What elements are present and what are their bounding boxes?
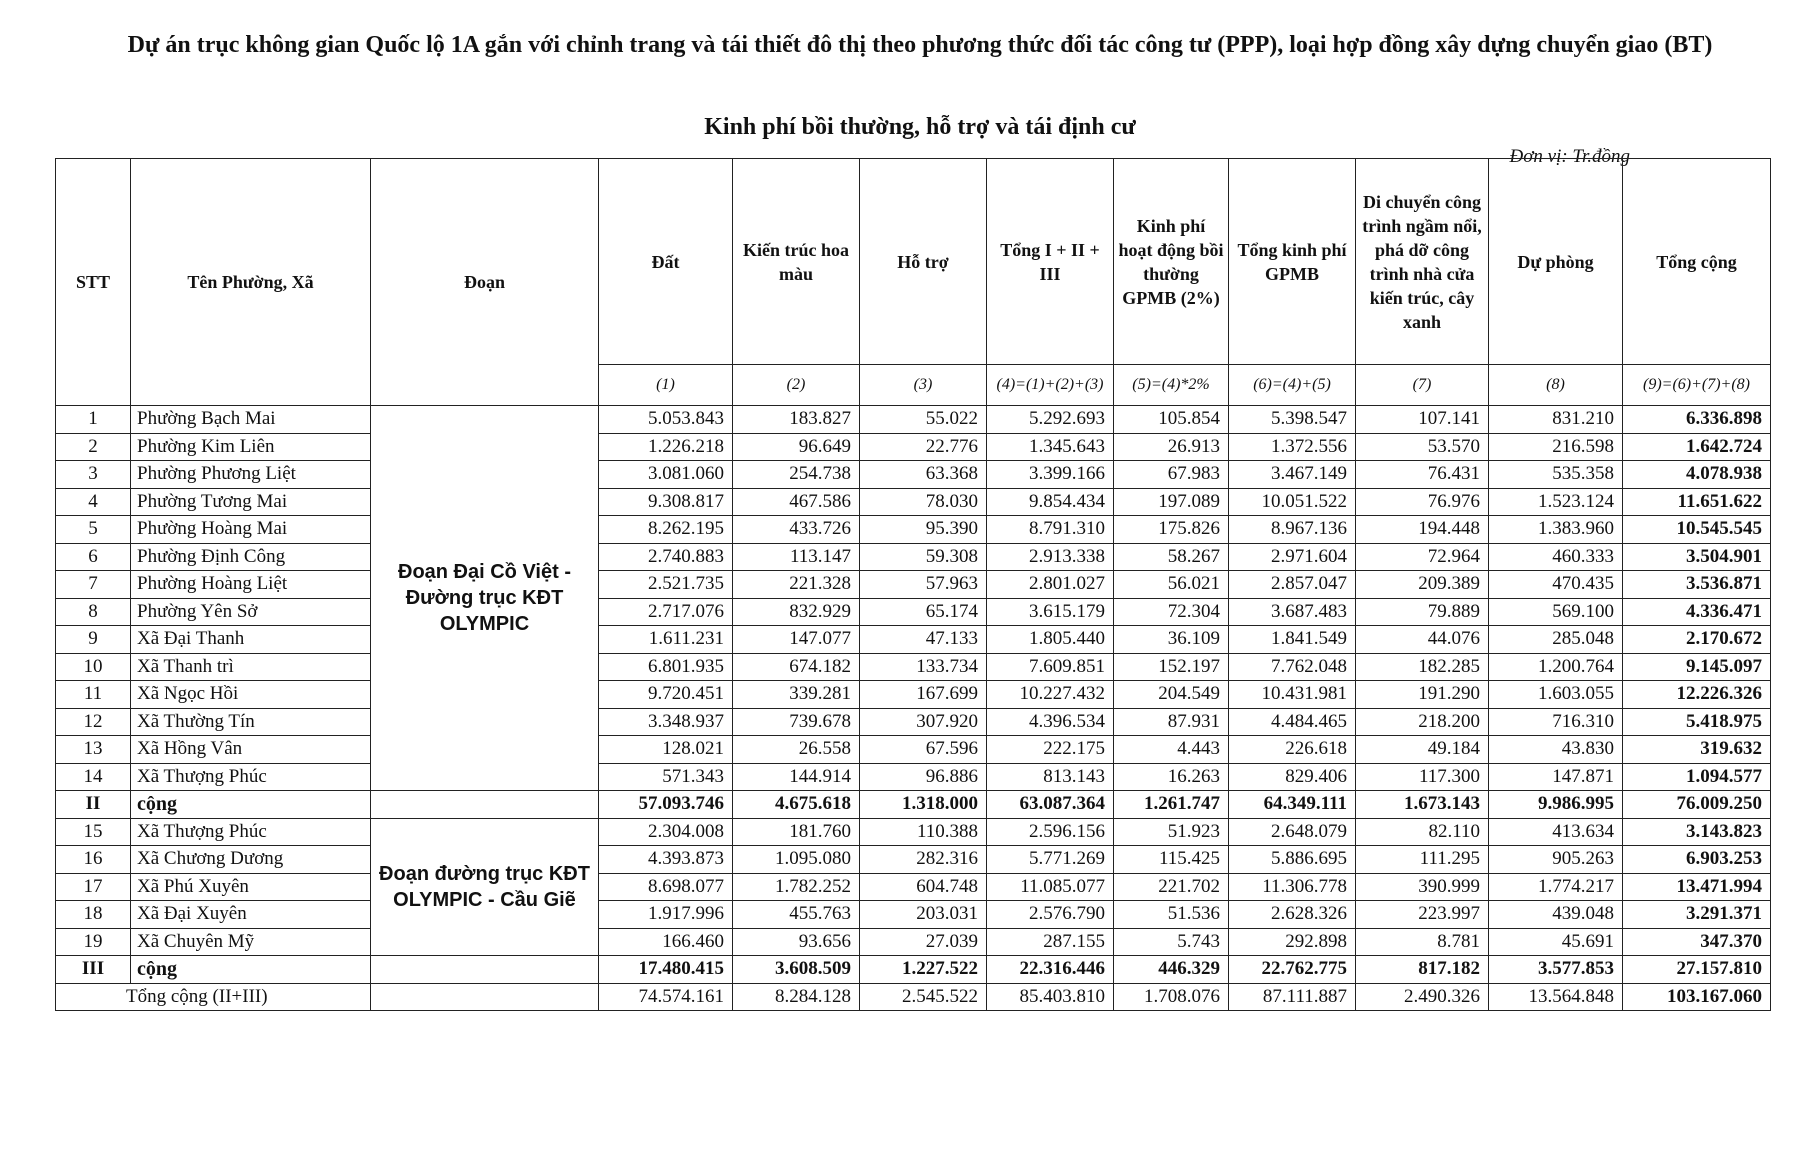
ward-name-cell: Phường Tương Mai [131,488,371,516]
index-cell: (5)=(4)*2% [1114,365,1229,406]
value-cell: 13.471.994 [1623,873,1771,901]
header-dat: Đất [599,159,733,365]
value-cell: 1.226.218 [599,433,733,461]
stt-cell: 1 [56,406,131,434]
value-cell: 1.603.055 [1489,681,1623,709]
value-cell: 5.398.547 [1229,406,1356,434]
value-cell: 103.167.060 [1623,983,1771,1011]
table-row [56,681,1771,709]
value-cell: 63.368 [860,461,987,489]
stt-cell: 18 [56,901,131,929]
value-cell: 739.678 [733,708,860,736]
stt-cell: 8 [56,598,131,626]
value-cell: 216.598 [1489,433,1623,461]
value-cell: 8.284.128 [733,983,860,1011]
value-cell: 4.336.471 [1623,598,1771,626]
stt-cell: 14 [56,763,131,791]
table-row [56,433,1771,461]
value-cell: 64.349.111 [1229,791,1356,819]
value-cell: 209.389 [1356,571,1489,599]
ward-name-cell: Xã Thường Tín [131,708,371,736]
value-cell: 22.776 [860,433,987,461]
value-cell: 63.087.364 [987,791,1114,819]
value-cell: 194.448 [1356,516,1489,544]
value-cell: 1.261.747 [1114,791,1229,819]
value-cell: 716.310 [1489,708,1623,736]
value-cell: 87.111.887 [1229,983,1356,1011]
value-cell: 44.076 [1356,626,1489,654]
value-cell: 115.425 [1114,846,1229,874]
header-du-phong: Dự phòng [1489,159,1623,365]
value-cell: 9.854.434 [987,488,1114,516]
value-cell: 439.048 [1489,901,1623,929]
value-cell: 65.174 [860,598,987,626]
value-cell: 5.771.269 [987,846,1114,874]
value-cell: 27.039 [860,928,987,956]
table-row [56,708,1771,736]
header-tong-gpmb: Tổng kinh phí GPMB [1229,159,1356,365]
value-cell: 347.370 [1623,928,1771,956]
value-cell: 10.051.522 [1229,488,1356,516]
value-cell: 2.971.604 [1229,543,1356,571]
ward-name-cell: Phường Phương Liệt [131,461,371,489]
value-cell: 2.170.672 [1623,626,1771,654]
value-cell: 85.403.810 [987,983,1114,1011]
value-cell: 817.182 [1356,956,1489,984]
value-cell: 93.656 [733,928,860,956]
value-cell: 57.093.746 [599,791,733,819]
ward-name-cell: Phường Hoàng Mai [131,516,371,544]
stt-cell: III [56,956,131,984]
value-cell: 147.871 [1489,763,1623,791]
value-cell: 6.336.898 [1623,406,1771,434]
value-cell: 1.094.577 [1623,763,1771,791]
value-cell: 223.997 [1356,901,1489,929]
value-cell: 111.295 [1356,846,1489,874]
value-cell: 1.372.556 [1229,433,1356,461]
table-row [56,598,1771,626]
value-cell: 1.523.124 [1489,488,1623,516]
value-cell: 1.318.000 [860,791,987,819]
value-cell: 166.460 [599,928,733,956]
stt-cell: 17 [56,873,131,901]
stt-cell: II [56,791,131,819]
value-cell: 55.022 [860,406,987,434]
ward-name-cell: Xã Thanh trì [131,653,371,681]
value-cell: 571.343 [599,763,733,791]
stt-cell: 5 [56,516,131,544]
value-cell: 203.031 [860,901,987,929]
header-stt: STT [56,159,131,406]
value-cell: 58.267 [1114,543,1229,571]
stt-cell: 9 [56,626,131,654]
value-cell: 26.913 [1114,433,1229,461]
value-cell: 9.145.097 [1623,653,1771,681]
stt-cell: 11 [56,681,131,709]
value-cell: 105.854 [1114,406,1229,434]
value-cell: 8.791.310 [987,516,1114,544]
value-cell: 49.184 [1356,736,1489,764]
value-cell: 181.760 [733,818,860,846]
value-cell: 3.615.179 [987,598,1114,626]
value-cell: 96.886 [860,763,987,791]
value-cell: 2.801.027 [987,571,1114,599]
ward-name-cell: Xã Đại Thanh [131,626,371,654]
value-cell: 167.699 [860,681,987,709]
value-cell: 117.300 [1356,763,1489,791]
stt-cell: 3 [56,461,131,489]
value-cell: 4.078.938 [1623,461,1771,489]
value-cell: 1.841.549 [1229,626,1356,654]
ward-name-cell: Phường Hoàng Liệt [131,571,371,599]
value-cell: 1.642.724 [1623,433,1771,461]
header-kien-truc: Kiến trúc hoa màu [733,159,860,365]
value-cell: 67.983 [1114,461,1229,489]
ward-name-cell: cộng [131,791,371,819]
segment-cell-empty [371,956,599,984]
table-row [56,653,1771,681]
value-cell: 4.443 [1114,736,1229,764]
segment-cell-empty [371,791,599,819]
value-cell: 1.200.764 [1489,653,1623,681]
value-cell: 1.708.076 [1114,983,1229,1011]
table-row [56,763,1771,791]
value-cell: 1.917.996 [599,901,733,929]
stt-cell: 7 [56,571,131,599]
value-cell: 13.564.848 [1489,983,1623,1011]
value-cell: 3.608.509 [733,956,860,984]
value-cell: 221.702 [1114,873,1229,901]
header-doan: Đoạn [371,159,599,406]
value-cell: 8.262.195 [599,516,733,544]
value-cell: 460.333 [1489,543,1623,571]
value-cell: 2.596.156 [987,818,1114,846]
table-row [56,626,1771,654]
value-cell: 74.574.161 [599,983,733,1011]
index-cell: (9)=(6)+(7)+(8) [1623,365,1771,406]
value-cell: 2.857.047 [1229,571,1356,599]
value-cell: 1.611.231 [599,626,733,654]
value-cell: 10.545.545 [1623,516,1771,544]
header-ho-tro: Hỗ trợ [860,159,987,365]
stt-cell: 6 [56,543,131,571]
value-cell: 1.345.643 [987,433,1114,461]
value-cell: 604.748 [860,873,987,901]
table-row [56,543,1771,571]
value-cell: 3.399.166 [987,461,1114,489]
value-cell: 2.490.326 [1356,983,1489,1011]
table-row [56,571,1771,599]
value-cell: 45.691 [1489,928,1623,956]
header-di-chuyen: Di chuyển công trình ngầm nổi, phá dỡ công trình nhà cửa kiến trúc, cây xanh [1356,159,1489,365]
value-cell: 433.726 [733,516,860,544]
segment-cell-empty [371,983,599,1011]
value-cell: 22.316.446 [987,956,1114,984]
header-tong-cong: Tổng cộng [1623,159,1771,365]
value-cell: 7.762.048 [1229,653,1356,681]
value-cell: 128.021 [599,736,733,764]
value-cell: 319.632 [1623,736,1771,764]
value-cell: 1.227.522 [860,956,987,984]
value-cell: 5.292.693 [987,406,1114,434]
ward-name-cell: Phường Bạch Mai [131,406,371,434]
value-cell: 1.095.080 [733,846,860,874]
value-cell: 222.175 [987,736,1114,764]
value-cell: 5.053.843 [599,406,733,434]
value-cell: 53.570 [1356,433,1489,461]
value-cell: 107.141 [1356,406,1489,434]
value-cell: 3.536.871 [1623,571,1771,599]
compensation-table [55,158,1771,1011]
stt-cell: 2 [56,433,131,461]
index-cell: (8) [1489,365,1623,406]
value-cell: 182.285 [1356,653,1489,681]
value-cell: 535.358 [1489,461,1623,489]
value-cell: 5.418.975 [1623,708,1771,736]
table-row [56,956,1771,984]
value-cell: 5.743 [1114,928,1229,956]
value-cell: 2.545.522 [860,983,987,1011]
value-cell: 78.030 [860,488,987,516]
table-row [56,791,1771,819]
value-cell: 175.826 [1114,516,1229,544]
value-cell: 191.290 [1356,681,1489,709]
value-cell: 832.929 [733,598,860,626]
ward-name-cell: Phường Định Công [131,543,371,571]
stt-cell: 4 [56,488,131,516]
value-cell: 569.100 [1489,598,1623,626]
segment-cell: Đoạn Đại Cồ Việt - Đường trục KĐT OLYMPIC [371,406,599,791]
header-kinh-phi: Kinh phí hoạt động bồi thường GPMB (2%) [1114,159,1229,365]
value-cell: 3.577.853 [1489,956,1623,984]
value-cell: 4.396.534 [987,708,1114,736]
value-cell: 282.316 [860,846,987,874]
ward-name-cell: Xã Phú Xuyên [131,873,371,901]
value-cell: 226.618 [1229,736,1356,764]
value-cell: 3.504.901 [1623,543,1771,571]
value-cell: 3.081.060 [599,461,733,489]
value-cell: 2.576.790 [987,901,1114,929]
value-cell: 82.110 [1356,818,1489,846]
table-row [56,873,1771,901]
stt-cell: 13 [56,736,131,764]
header-tong123: Tổng I + II + III [987,159,1114,365]
value-cell: 8.698.077 [599,873,733,901]
value-cell: 287.155 [987,928,1114,956]
value-cell: 76.976 [1356,488,1489,516]
value-cell: 9.720.451 [599,681,733,709]
segment-cell: Đoạn đường trục KĐT OLYMPIC - Cầu Giẽ [371,818,599,956]
value-cell: 79.889 [1356,598,1489,626]
value-cell: 3.467.149 [1229,461,1356,489]
value-cell: 470.435 [1489,571,1623,599]
stt-cell: 10 [56,653,131,681]
value-cell: 72.964 [1356,543,1489,571]
table-row [56,901,1771,929]
value-cell: 17.480.415 [599,956,733,984]
value-cell: 67.596 [860,736,987,764]
table-row [56,488,1771,516]
value-cell: 4.393.873 [599,846,733,874]
value-cell: 3.687.483 [1229,598,1356,626]
value-cell: 292.898 [1229,928,1356,956]
value-cell: 6.801.935 [599,653,733,681]
stt-cell: 12 [56,708,131,736]
index-cell: (1) [599,365,733,406]
value-cell: 3.348.937 [599,708,733,736]
value-cell: 905.263 [1489,846,1623,874]
ward-name-cell: Xã Hồng Vân [131,736,371,764]
value-cell: 446.329 [1114,956,1229,984]
value-cell: 1.774.217 [1489,873,1623,901]
value-cell: 10.431.981 [1229,681,1356,709]
unit-label: Đơn vị: Tr.đồng [1509,146,1630,167]
value-cell: 6.903.253 [1623,846,1771,874]
value-cell: 16.263 [1114,763,1229,791]
index-cell: (3) [860,365,987,406]
value-cell: 813.143 [987,763,1114,791]
ward-name-cell: Phường Kim Liên [131,433,371,461]
ward-name-cell: Xã Chuyên Mỹ [131,928,371,956]
value-cell: 56.021 [1114,571,1229,599]
ward-name-cell: Xã Đại Xuyên [131,901,371,929]
stt-cell: 16 [56,846,131,874]
value-cell: 152.197 [1114,653,1229,681]
value-cell: 51.923 [1114,818,1229,846]
total-row [56,983,1771,1011]
ward-name-cell: Xã Ngọc Hồi [131,681,371,709]
value-cell: 27.157.810 [1623,956,1771,984]
value-cell: 12.226.326 [1623,681,1771,709]
value-cell: 144.914 [733,763,860,791]
value-cell: 221.328 [733,571,860,599]
value-cell: 72.304 [1114,598,1229,626]
value-cell: 43.830 [1489,736,1623,764]
ward-name-cell: Phường Yên Sở [131,598,371,626]
value-cell: 2.304.008 [599,818,733,846]
value-cell: 9.308.817 [599,488,733,516]
document-title: Dự án trục không gian Quốc lộ 1A gắn với chỉnh trang và tái thiết đô thị theo phương thức đối tác công tư (PPP), loại hợp đồng xây dựng chuyển giao (BT) [127,32,1713,58]
value-cell: 339.281 [733,681,860,709]
value-cell: 204.549 [1114,681,1229,709]
value-cell: 307.920 [860,708,987,736]
value-cell: 22.762.775 [1229,956,1356,984]
value-cell: 87.931 [1114,708,1229,736]
value-cell: 2.628.326 [1229,901,1356,929]
value-cell: 11.306.778 [1229,873,1356,901]
table-row [56,928,1771,956]
value-cell: 2.717.076 [599,598,733,626]
value-cell: 413.634 [1489,818,1623,846]
value-cell: 7.609.851 [987,653,1114,681]
value-cell: 5.886.695 [1229,846,1356,874]
value-cell: 26.558 [733,736,860,764]
value-cell: 9.986.995 [1489,791,1623,819]
value-cell: 1.805.440 [987,626,1114,654]
table-row [56,461,1771,489]
header-name: Tên Phường, Xã [131,159,371,406]
ward-name-cell: Xã Thượng Phúc [131,763,371,791]
value-cell: 47.133 [860,626,987,654]
value-cell: 110.388 [860,818,987,846]
value-cell: 8.967.136 [1229,516,1356,544]
stt-cell: 19 [56,928,131,956]
value-cell: 197.089 [1114,488,1229,516]
value-cell: 133.734 [860,653,987,681]
document-subtitle: Kinh phí bồi thường, hỗ trợ và tái định cư [704,114,1136,140]
table-row [56,818,1771,846]
value-cell: 3.143.823 [1623,818,1771,846]
value-cell: 4.484.465 [1229,708,1356,736]
value-cell: 147.077 [733,626,860,654]
value-cell: 455.763 [733,901,860,929]
ward-name-cell: Xã Thượng Phúc [131,818,371,846]
stt-cell: 15 [56,818,131,846]
value-cell: 467.586 [733,488,860,516]
value-cell: 1.673.143 [1356,791,1489,819]
ward-name-cell: Xã Chương Dương [131,846,371,874]
value-cell: 57.963 [860,571,987,599]
value-cell: 2.521.735 [599,571,733,599]
value-cell: 218.200 [1356,708,1489,736]
value-cell: 390.999 [1356,873,1489,901]
value-cell: 2.648.079 [1229,818,1356,846]
index-cell: (4)=(1)+(2)+(3) [987,365,1114,406]
value-cell: 1.782.252 [733,873,860,901]
index-cell: (2) [733,365,860,406]
value-cell: 183.827 [733,406,860,434]
table-body [56,406,1771,1011]
table-row [56,846,1771,874]
index-cell: (7) [1356,365,1489,406]
value-cell: 76.431 [1356,461,1489,489]
table-row [56,736,1771,764]
value-cell: 113.147 [733,543,860,571]
table-row [56,406,1771,434]
table-row [56,516,1771,544]
value-cell: 3.291.371 [1623,901,1771,929]
value-cell: 95.390 [860,516,987,544]
value-cell: 59.308 [860,543,987,571]
value-cell: 829.406 [1229,763,1356,791]
value-cell: 831.210 [1489,406,1623,434]
value-cell: 674.182 [733,653,860,681]
value-cell: 11.085.077 [987,873,1114,901]
value-cell: 51.536 [1114,901,1229,929]
total-label: Tổng cộng (II+III) [56,983,371,1011]
value-cell: 8.781 [1356,928,1489,956]
ward-name-cell: cộng [131,956,371,984]
value-cell: 2.740.883 [599,543,733,571]
value-cell: 11.651.622 [1623,488,1771,516]
value-cell: 36.109 [1114,626,1229,654]
index-cell: (6)=(4)+(5) [1229,365,1356,406]
value-cell: 96.649 [733,433,860,461]
header-row [56,159,1771,365]
value-cell: 4.675.618 [733,791,860,819]
value-cell: 1.383.960 [1489,516,1623,544]
value-cell: 285.048 [1489,626,1623,654]
value-cell: 254.738 [733,461,860,489]
value-cell: 10.227.432 [987,681,1114,709]
value-cell: 76.009.250 [1623,791,1771,819]
value-cell: 2.913.338 [987,543,1114,571]
